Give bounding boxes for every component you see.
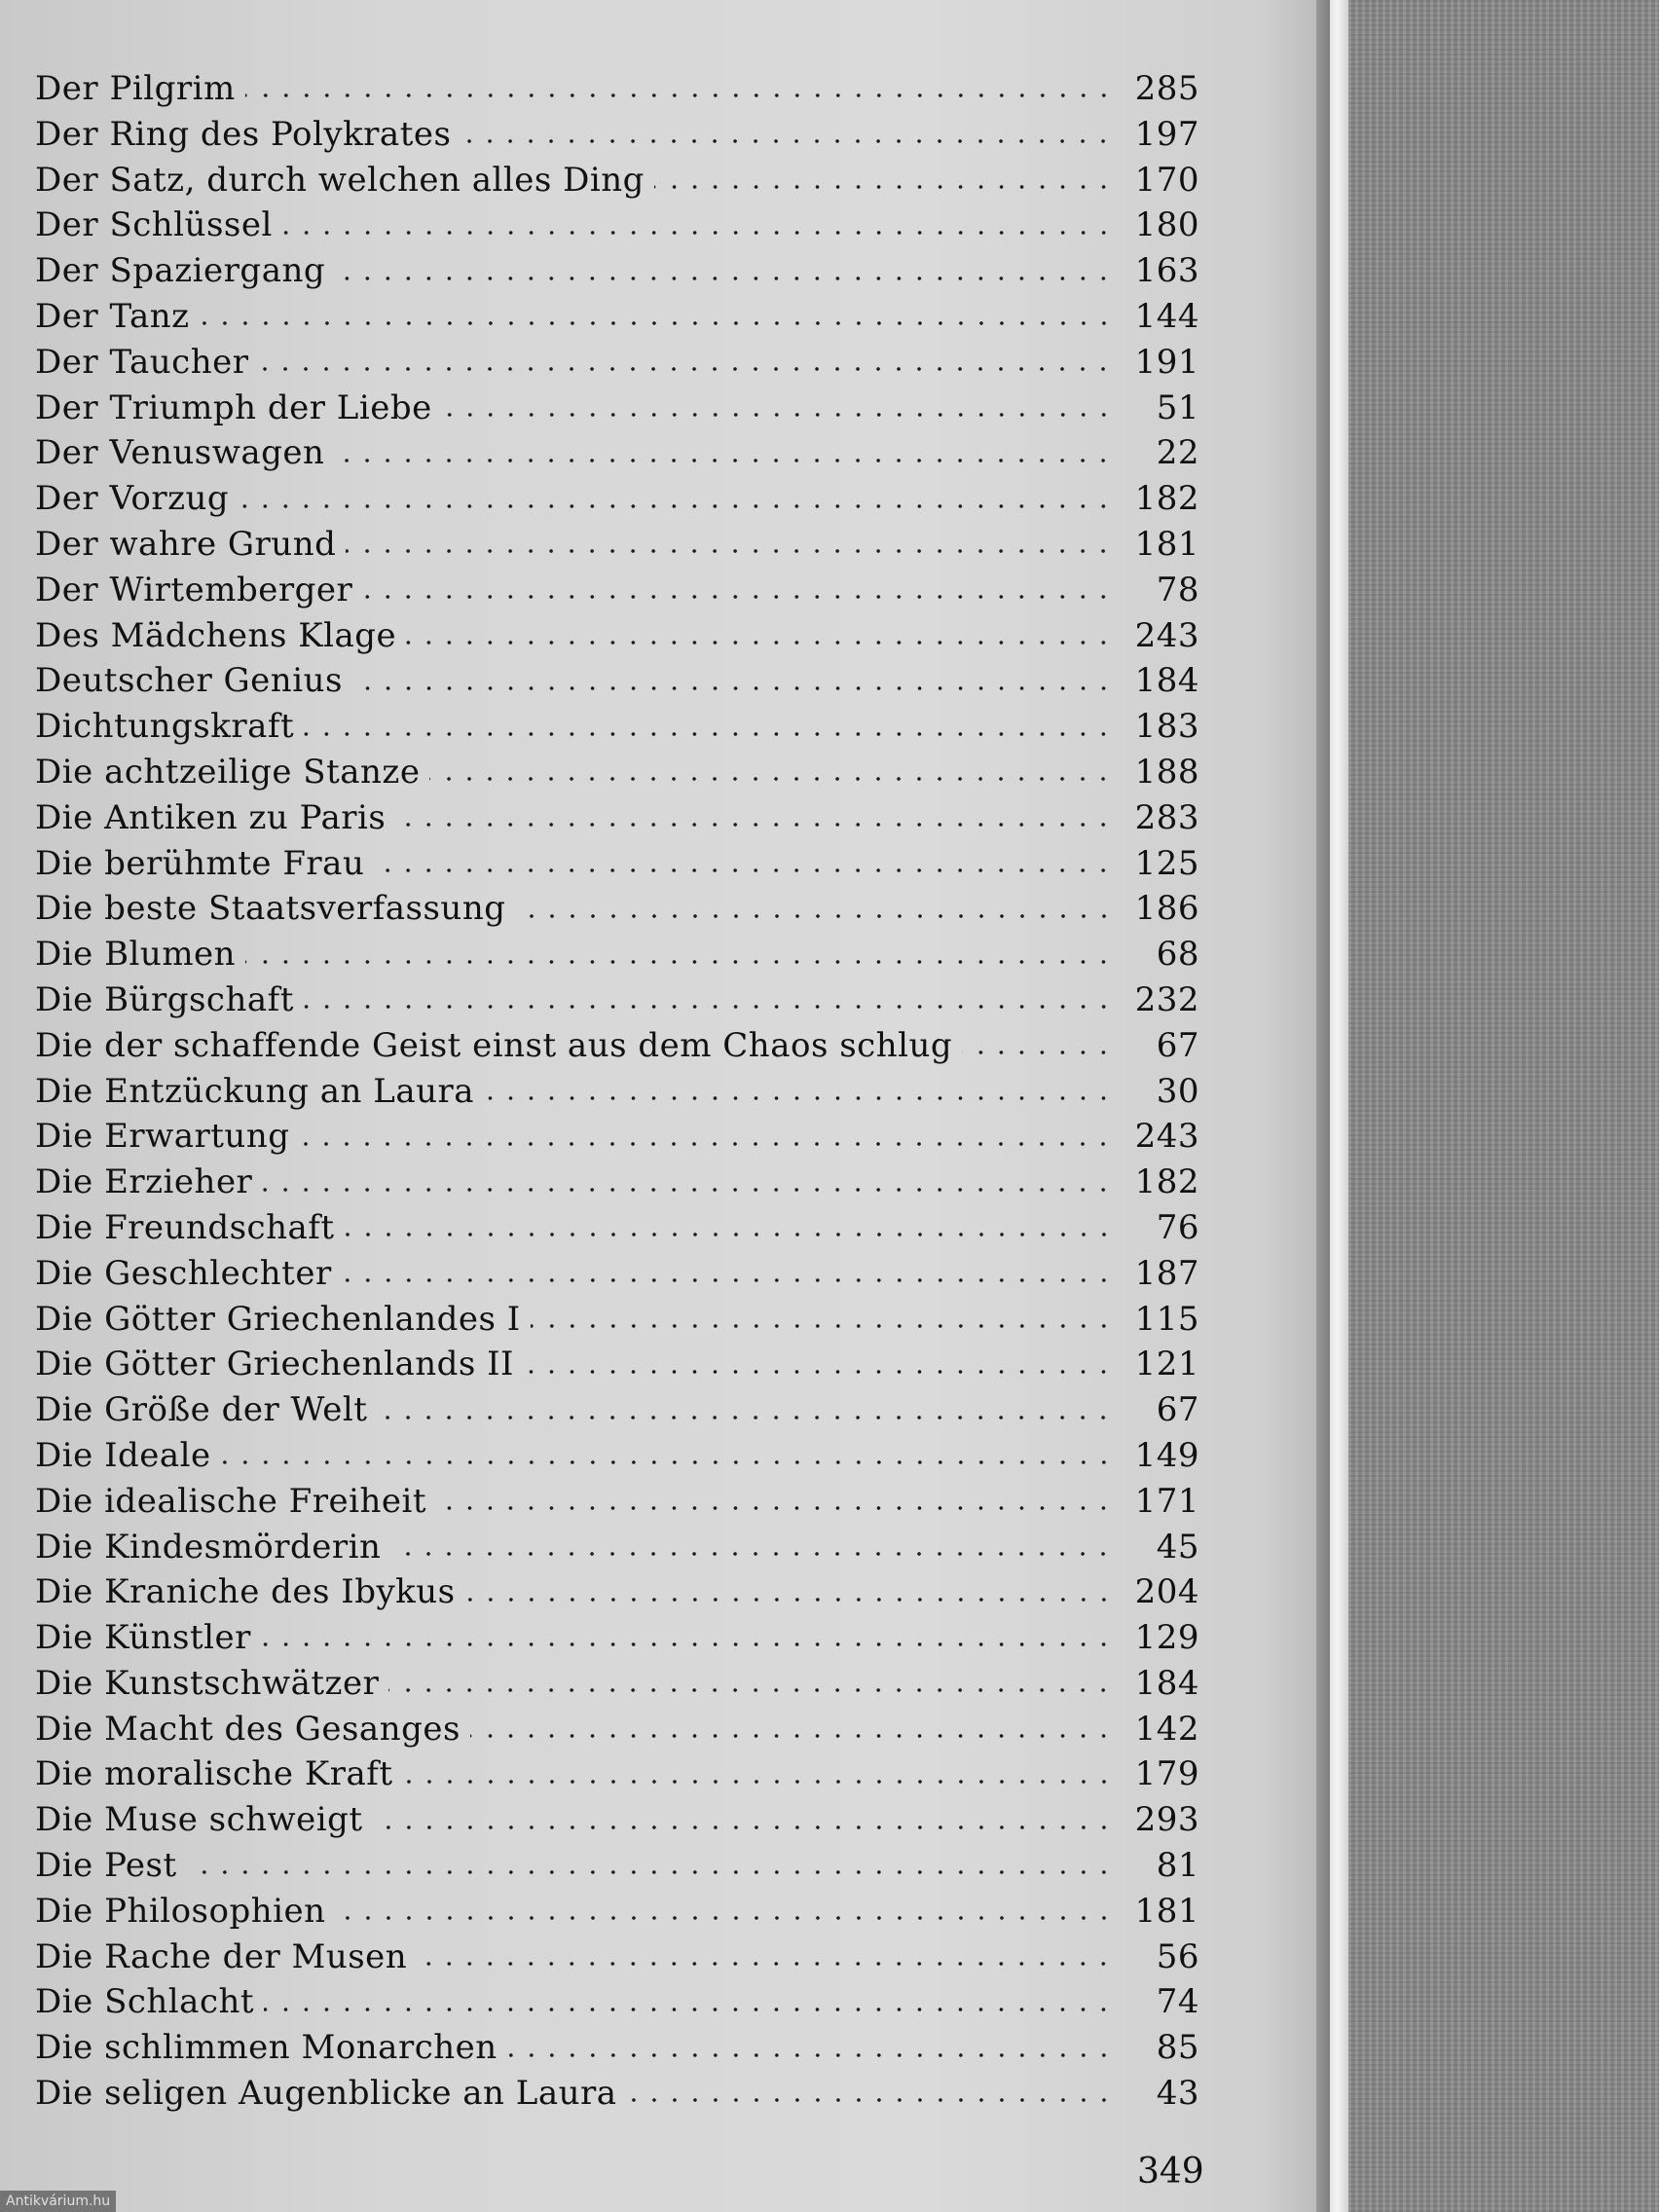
toc-entry-title: Die Kraniche des Ibykus (35, 1572, 456, 1612)
toc-entry-page: 232 (1134, 979, 1199, 1019)
toc-entry-page: 142 (1134, 1709, 1199, 1749)
toc-entry-title: Der Tanz (35, 296, 190, 336)
toc-entry (35, 568, 1199, 613)
toc-entry (35, 1979, 1199, 2025)
dot-leader (239, 503, 1114, 509)
dot-leader (304, 731, 1114, 737)
toc-entry-title: Die Philosophien (35, 1891, 326, 1931)
toc-entry-page: 204 (1134, 1572, 1199, 1612)
toc-entry-title: Dichtungskraft (35, 707, 295, 747)
toc-entry-page: 81 (1156, 1846, 1199, 1886)
toc-entry-title: Die Ideale (35, 1435, 211, 1475)
toc-entry (35, 1479, 1199, 1525)
toc-entry-title: Der Satz, durch welchen alles Ding (35, 160, 645, 200)
dot-leader (654, 184, 1114, 190)
toc-entry (35, 1935, 1199, 1980)
toc-entry-title: Die Entzückung an Laura (35, 1071, 475, 1111)
toc-entry-page: 144 (1134, 296, 1199, 336)
dot-leader (388, 1687, 1114, 1693)
toc-entry-title: Die moralische Kraft (35, 1754, 393, 1794)
dot-leader (531, 1323, 1114, 1329)
toc-entry-title: Der Triumph der Liebe (35, 387, 432, 427)
dot-leader (962, 1050, 1114, 1055)
toc-entry-page: 285 (1134, 69, 1199, 108)
toc-entry-title: Die Blumen (35, 935, 237, 975)
toc-entry (35, 1160, 1199, 1205)
dot-leader (352, 685, 1114, 691)
page-number-folio: 349 (1137, 2152, 1204, 2192)
toc-entry-title: Die Götter Griechenlands II (35, 1345, 514, 1384)
page-stack-edge (1330, 0, 1348, 2212)
toc-entry-page: 191 (1134, 342, 1199, 382)
toc-entry-page: 243 (1134, 1117, 1199, 1157)
dot-leader (245, 92, 1114, 98)
toc-entry-title: Die Geschlechter (35, 1253, 332, 1293)
dot-leader (461, 138, 1114, 144)
toc-entry-title: Der Vorzug (35, 479, 230, 519)
dot-leader (261, 1641, 1114, 1647)
toc-entry-page: 293 (1134, 1800, 1199, 1840)
toc-entry-page: 67 (1156, 1025, 1199, 1065)
toc-entry-page: 67 (1156, 1390, 1199, 1430)
toc-entry-title: Die Kindesmörderin (35, 1527, 382, 1567)
toc-entry-page: 74 (1156, 1982, 1199, 2022)
toc-entry-page: 30 (1156, 1071, 1199, 1111)
dot-leader (245, 959, 1114, 965)
toc-entry (35, 158, 1199, 203)
toc-entry-title: Die idealische Freiheit (35, 1481, 427, 1521)
toc-entry (35, 1569, 1199, 1615)
toc-entry-title: Die Schlacht (35, 1982, 255, 2022)
toc-entry-page: 181 (1134, 524, 1199, 564)
toc-entry (35, 294, 1199, 340)
toc-entry (35, 2071, 1199, 2117)
toc-entry-title: Die schlimmen Monarchen (35, 2028, 498, 2068)
dot-leader (516, 913, 1115, 919)
dot-leader (395, 822, 1114, 828)
toc-entry (35, 248, 1199, 294)
toc-entry-page: 171 (1134, 1481, 1199, 1521)
toc-entry-title: Die Muse schweigt (35, 1800, 363, 1840)
toc-entry (35, 1797, 1199, 1843)
toc-entry-page: 45 (1156, 1527, 1199, 1567)
dot-leader (484, 1095, 1114, 1101)
toc-entry-page: 243 (1134, 615, 1199, 655)
toc-entry (35, 2025, 1199, 2071)
toc-entry (35, 476, 1199, 522)
toc-entry-page: 125 (1134, 843, 1199, 883)
toc-entry (35, 340, 1199, 386)
dot-leader (406, 640, 1114, 645)
toc-entry-page: 197 (1134, 114, 1199, 154)
dot-leader (200, 320, 1114, 326)
toc-entry-page: 43 (1156, 2074, 1199, 2114)
toc-entry-title: Die Erzieher (35, 1162, 253, 1202)
toc-entry-title: Deutscher Genius (35, 661, 343, 701)
toc-entry (35, 932, 1199, 977)
toc-entry-title: Der Wirtemberger (35, 570, 353, 609)
toc-entry (35, 430, 1199, 476)
toc-entry-title: Die Kunstschwätzer (35, 1663, 380, 1703)
toc-entry (35, 1525, 1199, 1570)
toc-entry (35, 704, 1199, 750)
toc-entry (35, 1615, 1199, 1661)
toc-entry-page: 170 (1134, 160, 1199, 200)
dot-leader (362, 594, 1114, 600)
table-of-contents (35, 66, 1199, 2117)
toc-entry (35, 841, 1199, 887)
toc-entry-title: Die Größe der Welt (35, 1390, 368, 1430)
toc-entry-title: Die Macht des Gesanges (35, 1709, 461, 1749)
toc-entry (35, 795, 1199, 841)
toc-entry-title: Die seligen Augenblicke an Laura (35, 2074, 617, 2114)
toc-entry-title: Die Freundschaft (35, 1207, 335, 1247)
toc-entry-page: 85 (1156, 2028, 1199, 2068)
toc-entry (35, 1205, 1199, 1251)
toc-entry-title: Die der schaffende Geist einst aus dem Chaos schlug (35, 1025, 953, 1065)
dot-leader (262, 1187, 1114, 1193)
toc-entry-page: 129 (1134, 1618, 1199, 1658)
dot-leader (373, 1825, 1114, 1830)
toc-entry-title: Der Ring des Polykrates (35, 114, 452, 154)
toc-entry (35, 613, 1199, 659)
toc-entry-page: 186 (1134, 889, 1199, 929)
dot-leader (304, 1004, 1114, 1010)
toc-entry-page: 163 (1134, 251, 1199, 291)
toc-entry-title: Der Taucher (35, 342, 249, 382)
toc-entry-page: 182 (1134, 1162, 1199, 1202)
toc-entry-title: Die berühmte Frau (35, 843, 365, 883)
toc-entry-page: 22 (1156, 433, 1199, 473)
toc-entry (35, 112, 1199, 158)
dot-leader (299, 1141, 1114, 1147)
dot-leader (507, 2052, 1114, 2058)
toc-entry (35, 977, 1199, 1023)
toc-entry (35, 1342, 1199, 1387)
toc-entry-title: Die Erwartung (35, 1117, 290, 1157)
toc-entry-title: Die Pest (35, 1846, 177, 1886)
dot-leader (282, 230, 1114, 236)
dot-leader (524, 1369, 1114, 1375)
dot-leader (334, 458, 1114, 463)
toc-entry-page: 283 (1134, 797, 1199, 837)
toc-entry (35, 658, 1199, 704)
toc-entry (35, 1889, 1199, 1935)
dot-leader (436, 1505, 1114, 1511)
toc-entry-title: Der Pilgrim (35, 69, 236, 108)
dot-leader (403, 1779, 1114, 1785)
toc-entry (35, 1069, 1199, 1115)
background-surface (1348, 0, 1659, 2212)
dot-leader (374, 867, 1114, 873)
toc-entry (35, 1751, 1199, 1797)
toc-entry-page: 68 (1156, 935, 1199, 975)
dot-leader (377, 1415, 1114, 1420)
toc-entry-page: 182 (1134, 479, 1199, 519)
toc-entry-page: 187 (1134, 1253, 1199, 1293)
toc-entry-title: Die beste Staatsverfassung (35, 889, 506, 929)
toc-entry-page: 188 (1134, 752, 1199, 792)
toc-entry-page: 184 (1134, 1663, 1199, 1703)
dot-leader (442, 412, 1114, 418)
dot-leader (342, 1277, 1114, 1283)
toc-entry-page: 76 (1156, 1207, 1199, 1247)
page-edge-shadow (1316, 0, 1330, 2212)
toc-entry (35, 1661, 1199, 1707)
toc-entry-page: 181 (1134, 1891, 1199, 1931)
dot-leader (336, 1915, 1114, 1921)
toc-entry-page: 149 (1134, 1435, 1199, 1475)
toc-entry-page: 78 (1156, 570, 1199, 609)
dot-leader (429, 776, 1114, 782)
dot-leader (470, 1733, 1114, 1739)
dot-leader (390, 1551, 1114, 1557)
dot-leader (417, 1961, 1114, 1967)
toc-entry (35, 1843, 1199, 1889)
toc-entry-title: Die Bürgschaft (35, 979, 294, 1019)
dot-leader (258, 366, 1114, 372)
toc-entry-page: 184 (1134, 661, 1199, 701)
toc-entry (35, 1114, 1199, 1160)
toc-entry (35, 1387, 1199, 1433)
toc-entry (35, 886, 1199, 932)
toc-entry-page: 180 (1134, 205, 1199, 245)
toc-entry-title: Die Künstler (35, 1618, 251, 1658)
toc-entry (35, 1707, 1199, 1752)
toc-entry (35, 750, 1199, 795)
toc-entry-page: 183 (1134, 707, 1199, 747)
toc-entry-title: Die achtzeilige Stanze (35, 752, 421, 792)
toc-entry-page: 121 (1134, 1345, 1199, 1384)
toc-entry-title: Der Schlüssel (35, 205, 273, 245)
dot-leader (346, 548, 1114, 554)
dot-leader (221, 1459, 1114, 1465)
toc-entry (35, 203, 1199, 248)
toc-entry-title: Der Venuswagen (35, 433, 325, 473)
dot-leader (264, 2007, 1114, 2012)
toc-entry-title: Die Götter Griechenlandes I (35, 1299, 521, 1339)
toc-entry-title: Der Spaziergang (35, 251, 326, 291)
toc-entry (35, 522, 1199, 568)
toc-entry (35, 1023, 1199, 1069)
dot-leader (345, 1232, 1115, 1237)
toc-entry (35, 1297, 1199, 1343)
toc-entry (35, 66, 1199, 112)
dot-leader (335, 276, 1114, 281)
toc-entry-page: 179 (1134, 1754, 1199, 1794)
dot-leader (627, 2097, 1114, 2103)
toc-entry-title: Der wahre Grund (35, 524, 337, 564)
dot-leader (465, 1597, 1114, 1603)
toc-entry (35, 1251, 1199, 1297)
toc-entry-page: 51 (1156, 387, 1199, 427)
toc-entry-page: 56 (1156, 1936, 1199, 1976)
toc-entry-page: 115 (1134, 1299, 1199, 1339)
toc-entry-title: Die Rache der Musen (35, 1936, 408, 1976)
watermark: Antikvárium.hu (0, 2191, 116, 2212)
toc-entry (35, 386, 1199, 431)
dot-leader (187, 1869, 1114, 1875)
toc-entry (35, 1433, 1199, 1479)
toc-entry-title: Des Mädchens Klage (35, 615, 397, 655)
toc-entry-title: Die Antiken zu Paris (35, 797, 387, 837)
